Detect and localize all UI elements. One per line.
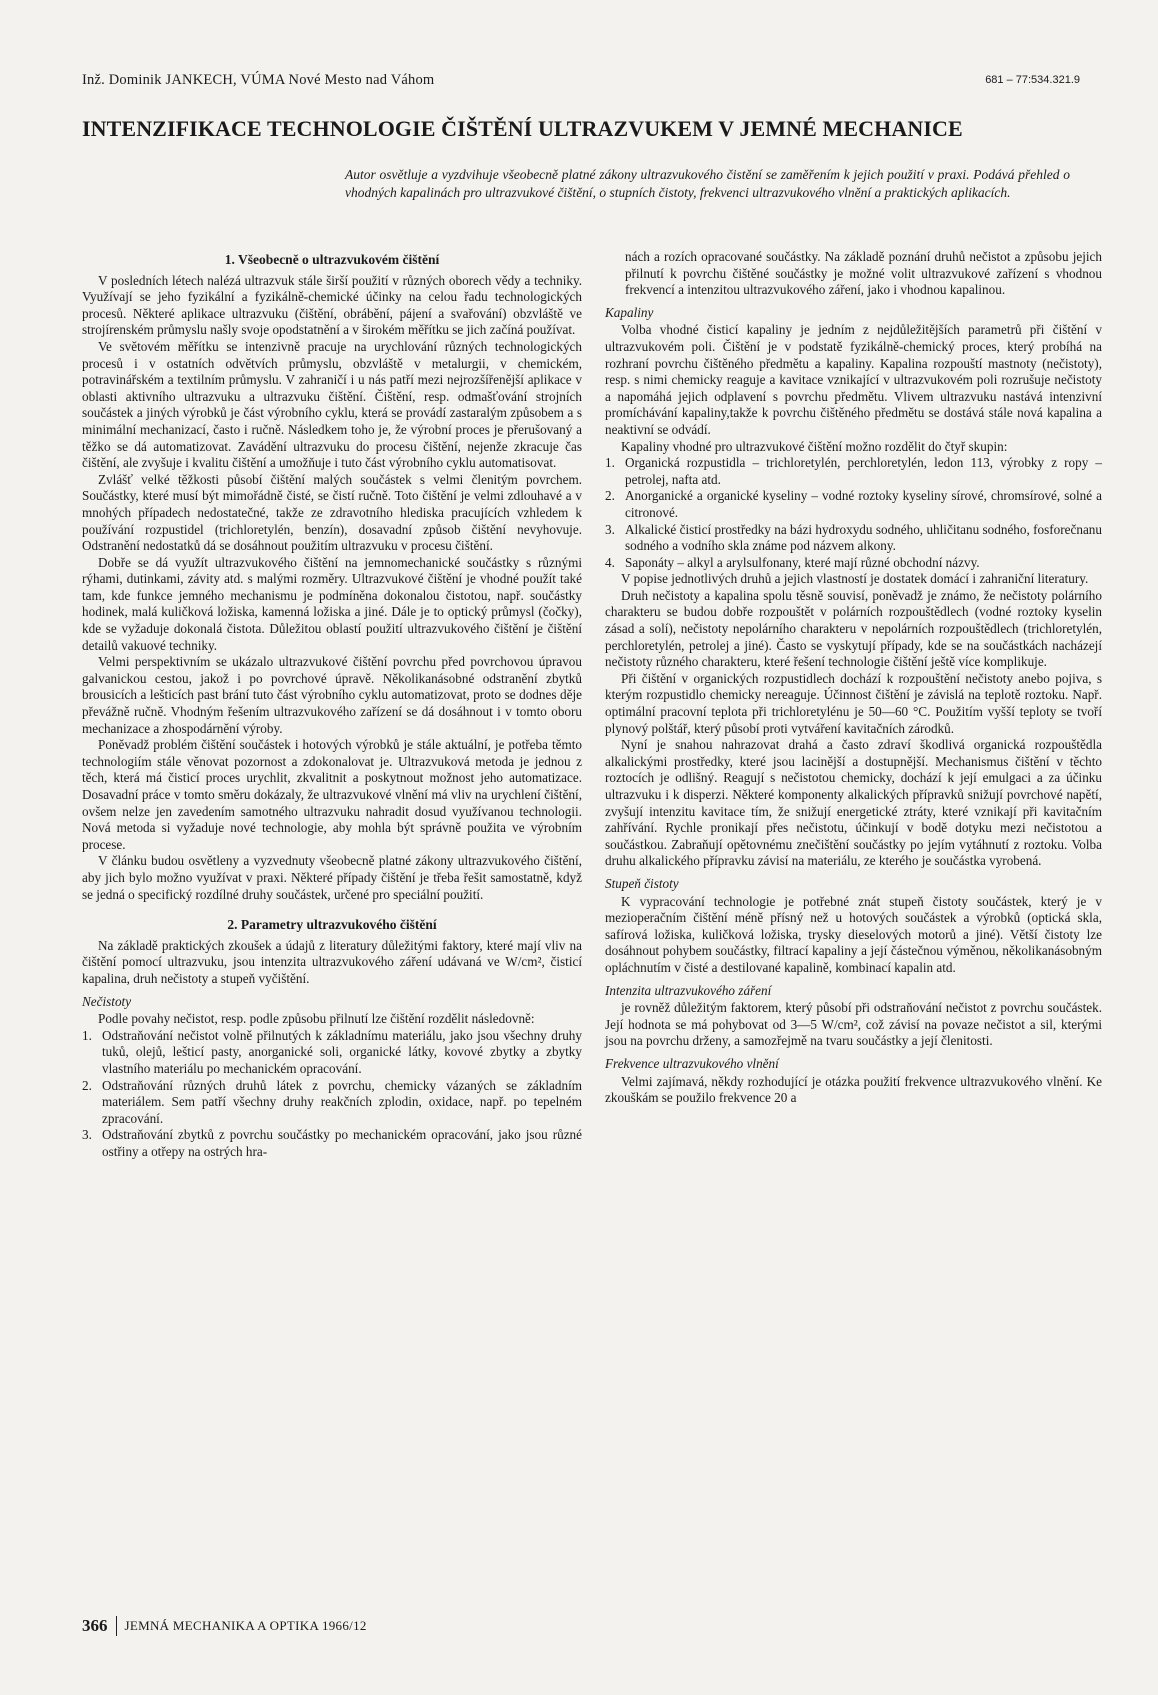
paragraph: Podle povahy nečistot, resp. podle způsobu přilnutí lze čištění rozdělit následovně:	[98, 1011, 535, 1027]
list-item	[82, 1127, 582, 1160]
paragraph: Dobře se dá využít ultrazvukového čištění na jemnomechanické součástky s různými rýhami, dutinkami, závity atd. s malými rozměry. Ultrazvukové čištění je vhodné použít také tam, kde funkce jemného mechanismu je podmíněna dokonalou čistotou, např. součástky hodinek, malá kuličková ložiska, kamenná ložiska a jiné. Dále je to optický průmysl (čočky), kde se vyžaduje dokonalá čistota. Důležitou oblastí použití ultrazvukového čištění je čištění detailů vakuové techniky.	[82, 554, 582, 653]
liquids-list	[605, 455, 1102, 571]
list-number: 3.	[605, 521, 615, 537]
list-text: Organická rozpustidla – trichloretylén, perchloretylén, ledon 113, výrobky z ropy – petrolej, nafta atd.	[625, 455, 1102, 487]
list-number: 4.	[605, 554, 615, 570]
paragraph: Na základě praktických zkoušek a údajů z literatury důležitými faktory, které mají vliv na čištění pomocí ultrazvuku, jsou intenzita ultrazvukového záření udávaná ve W/cm², čisticí kapalina, druh nečistoty a stupeň vyčištění.	[82, 937, 582, 986]
list-number: 3.	[82, 1127, 92, 1143]
paragraph: Velmi zajímavá, někdy rozhodující je otázka použití frekvence ultrazvukového vlnění. Ke zkouškám se použilo frekvence 20 a	[605, 1073, 1102, 1106]
paragraph: K vypracování technologie je potřebné znát stupeň čistoty součástek, který je v mezioperačním čištění méně přísný než u hotových součástek a výrobků (optická skla, safírová ložiska, kuličková ložiska, trysky dieselových motorů a jiné). Větší čistoty lze dosáhnout pohybem součástky, filtrací kapaliny a její částečnou výměnou, několikanásobným opláchnutím v čisté a destilované kapalině, kombinací kapalin atd.	[605, 893, 1102, 975]
list-item	[82, 1078, 582, 1128]
section-heading-1: 1. Všeobecně o ultrazvukovém čištění	[224, 252, 440, 267]
section-heading-2: 2. Parametry ultrazvukového čištění	[227, 917, 437, 933]
list-number: 1.	[605, 455, 615, 471]
list-text: Alkalické čisticí prostředky na bázi hydroxydu sodného, uhličitanu sodného, fosforečnanu sodného a vodního skla známe pod názvem alkony.	[625, 521, 1102, 554]
paragraph: je rovněž důležitým faktorem, který působí při odstraňování nečistot z povrchu součástek. Její hodnota se má pohybovat od 3—5 W/cm², což závisí na povaze nečistot a sil, kterými jsou na povrchu drženy, a samozřejmě na tvaru součástky a její členitosti.	[605, 1000, 1102, 1049]
paragraph: Volba vhodné čisticí kapaliny je jedním z nejdůležitějších parametrů při čištění v ultrazvukovém poli. Čištění je v podstatě fyzikálně-chemický proces, který probíhá na rozhraní povrchu čištěného předmětu a kapaliny. Kapalina rozpouští mastnoty (nečistoty), resp. s nimi chemicky reaguje a kavitace vznikající v ultrazvukovém poli rozrušuje nečistoty a napomáhá jejich odplavení s povrchu předmětu. Vlivem ultrazvuku nastává intenzivní promíchávání kapaliny,takže k povrchu čištěného předmětu se dostává stále nová kapalina a neaktivní se odvádí.	[605, 322, 1102, 437]
list-text: Saponáty – alkyl a arylsulfonany, které mají různé obchodní názvy.	[625, 554, 980, 570]
list-item	[605, 555, 1102, 572]
paragraph: Při čištění v organických rozpustidlech dochází k rozpouštění nečistoty anebo pojiva, s kterým rozpustidlo chemicky nereaguje. Účinnost čištění je závislá na teplotě roztoku. Např. optimální pracovní teplota při trichloretylénu je 50—60 °C. Použitím vyšší teploty se tvoří plynový polštář, který působí proti vytváření kavitačních zárodků.	[605, 670, 1102, 736]
paragraph: Kapaliny vhodné pro ultrazvukové čištění možno rozdělit do čtyř skupin:	[621, 438, 1008, 454]
left-column	[82, 252, 582, 1160]
footer-divider	[116, 1616, 117, 1636]
paragraph: Zvlášť velké těžkosti působí čištění malých součástek s velmi členitým povrchem. Součástky, které musí být mimořádně čisté, se čistí ručně. Toto čištění je velmi zdlouhavé a v mnohých případech nedostatečné, takže ze zdravotního hlediska pracujících vzhledem k používání rozpustidel (trichloretylén, benzín), dosavadní způsob čištění nevyhovuje. Odstranění nedostatků dá se dosáhnout použitím ultrazvuku v procesu čištění.	[82, 471, 582, 554]
page-footer	[82, 1616, 367, 1636]
list-number: 1.	[82, 1027, 92, 1043]
right-column	[605, 249, 1102, 1107]
list-continuation: nách a rozích opracované součástky. Na základě poznání druhů nečistot a způsobu jejich přilnutí k povrchu čištěné součástky je možné volit ultrazvukové zařízení s vhodnou frekvencí a intenzitou ultrazvukového záření, jako i vhodnou kapalinou.	[625, 249, 1102, 298]
journal-name: JEMNÁ MECHANIKA A OPTIKA 1966/12	[124, 1618, 367, 1633]
paragraph: V posledních létech nalézá ultrazvuk stále širší použití v různých oborech vědy a techniky. Využívají se jeho fyzikální a fyzikálně-chemické účinky na celou řadu technologických procesů. Některé aplikace ultrazvuku (čištění, obrábění, pájení a svařování) obzvláště ve strojírenském průmyslu našly svoje opodstatnění a v širokém měřítku se jich začíná používat.	[82, 272, 582, 338]
list-number: 2.	[605, 488, 615, 504]
list-number: 2.	[82, 1077, 92, 1093]
subheading-cleanliness: Stupeň čistoty	[605, 875, 679, 891]
list-text: Anorganické a organické kyseliny – vodné roztoky kyseliny sírové, chromsírové, solné a citronové.	[625, 488, 1102, 520]
paragraph: V popise jednotlivých druhů a jejich vlastností je dostatek domácí i zahraniční literatury.	[621, 571, 1089, 587]
article-title: INTENZIFIKACE TECHNOLOGIE ČIŠTĚNÍ ULTRAZVUKEM V JEMNÉ MECHANICE	[82, 116, 963, 141]
abstract: Autor osvětluje a vyzdvihuje všeobecně platné zákony ultrazvukového čistění se zaměřením k jejich použití v praxi. Podává přehled o vhodných kapalinách pro ultrazvukové čištění, o stupních čistoty, frekvenci ultrazvukového vlnění a praktických aplikacích.	[345, 167, 1070, 200]
list-text: Odstraňování nečistot volně přilnutých k základnímu materiálu, jako jsou všechny druhy tuků, olejů, lešticí pasty, anorganické soli, organické látky, kovové zbytky a zbytky vlastního materiálu po mechanickém opracování.	[102, 1027, 582, 1076]
subheading-intensity: Intenzita ultrazvukového záření	[605, 982, 772, 998]
subheading-liquids: Kapaliny	[605, 304, 654, 320]
author-line: Inž. Dominik JANKECH, VÚMA Nové Mesto nad Váhom	[82, 72, 435, 88]
list-item	[605, 455, 1102, 488]
udc-code: 681 – 77:534.321.9	[985, 74, 1080, 86]
paragraph: Poněvadž problém čištění součástek i hotových výrobků je stále aktuální, je potřeba těmto technologiím stále věnovat pozornost a zdokonalovat je. Ultrazvuková metoda je jednou z těch, která má čisticí proces urychlit, zkvalitnit a poskytnout možnost jeho automatizace. Dosavadní práce v tomto směru dokázaly, že ultrazvukové vlnění má vliv na urychlení čištění, ovšem nelze jen zavedením samotného ultrazvuku nahradit dosud využívanou technologii. Nová metoda si vyžaduje nové technologie, aby mohla být správně použita ve výrobním procese.	[82, 737, 582, 852]
paragraph: Nyní je snahou nahrazovat drahá a často zdraví škodlivá organická rozpouštědla alkalickými prostředky, které jsou lacinější a dostupnější. Mechanismus čištění v těchto roztocích je odlišný. Reagují s nečistotou chemicky, dochází k její emulgaci a za účinku ultrazvuku i k disperzi. Některé komponenty alkalických přípravků snižují povrchové napětí, zvyšují intenzitu kavitace tím, že snižují energetické ztráty, které vznikají při kavitačním zahřívání. Rychle pronikají přes nečistotu, účinkují v bodě dotyku mezi nečistotou a součástkou. Zabraňují opětovnému znečištění součástky po jejím vytáhnutí z roztoku. Volba druhu alkalického přípravku závisí na materiálu, ze kterého je součástka vyrobená.	[605, 737, 1102, 869]
paragraph: Ve světovém měřítku se intenzivně pracuje na urychlování různých technologických procesů i v ostatních odvětvích průmyslu, obzvláště v metalurgii, v chemickém, potravinářském a textilním průmyslu. V zahraničí i u nás patří mezi nejrozšířenější aplikace v oblasti aktivního ultrazvuku a ultrazvuku čištění. Čištění, resp. odmašťování strojních součástek a jiných výrobků je část výrobního cyklu, která se provádí zastaralým způsobem a s minimální mechanizací, často i ručně. Následkem toho je, že výrobní proces je přerušovaný a těžko se dá automatizovat. Zavádění ultrazvuku do procesu čištění, nejenže zkracuje čas čištění, ale zvyšuje i kvalitu čištění a umožňuje i tuto část výrobního cyklu automatisovat.	[82, 338, 582, 471]
subheading-impurities: Nečistoty	[82, 993, 132, 1009]
paragraph: Druh nečistoty a kapalina spolu těsně souvisí, poněvadž je známo, že nečistoty polárního charakteru se budou dobře rozpouštět v polárních rozpouštědlech (vodné roztoky kyselin zásad a solí), nečistoty nepolárního charakteru v nepolárních rozpouštědlech (trichloretylén, perchloretylén, petrolej a jiné). Často se vyskytují případy, kde se na součástkách nacházejí nečistoty různého charakteru, které řešení technologie čištění ještě více komplikuje.	[605, 587, 1102, 670]
page-number: 366	[82, 1616, 108, 1635]
paragraph: V článku budou osvětleny a vyzvednuty všeobecně platné zákony ultrazvukového čištění, aby jich bylo možno využívat v praxi. Některé případy čištění je třeba řešit samostatně, když se jedná o specifický rozdílné druhy součástek, určené pro speciální použití.	[82, 853, 582, 902]
list-text: Odstraňování různých druhů látek z povrchu, chemicky vázaných se základním materiálem. Sem patří všechny druhy reakčních zplodin, oxidace, např. po tepelném zpracování.	[102, 1077, 582, 1126]
list-item	[605, 488, 1102, 521]
list-text: Odstraňování zbytků z povrchu součástky po mechanickém opracování, jako jsou různé ostřiny a otřepy na ostrých hra-	[102, 1127, 582, 1159]
list-item	[82, 1028, 582, 1078]
list-item	[605, 522, 1102, 555]
paragraph: Velmi perspektivním se ukázalo ultrazvukové čištění povrchu před povrchovou úpravou galvanickou cestou, jakož i po povrchové úpravě. Několikanásobné odstranění zbytků brousicích a lešticích past brání tuto část výrobního cyklu automatizovat, proto se dodnes děje převážně ručně. Vhodným řešením ultrazvukového zařízení se dá dosáhnout i v tomto oboru mechanizace a zhospodárnění výroby.	[82, 654, 582, 736]
subheading-frequency: Frekvence ultrazvukového vlnění	[605, 1055, 779, 1071]
impurities-list	[82, 1028, 582, 1161]
